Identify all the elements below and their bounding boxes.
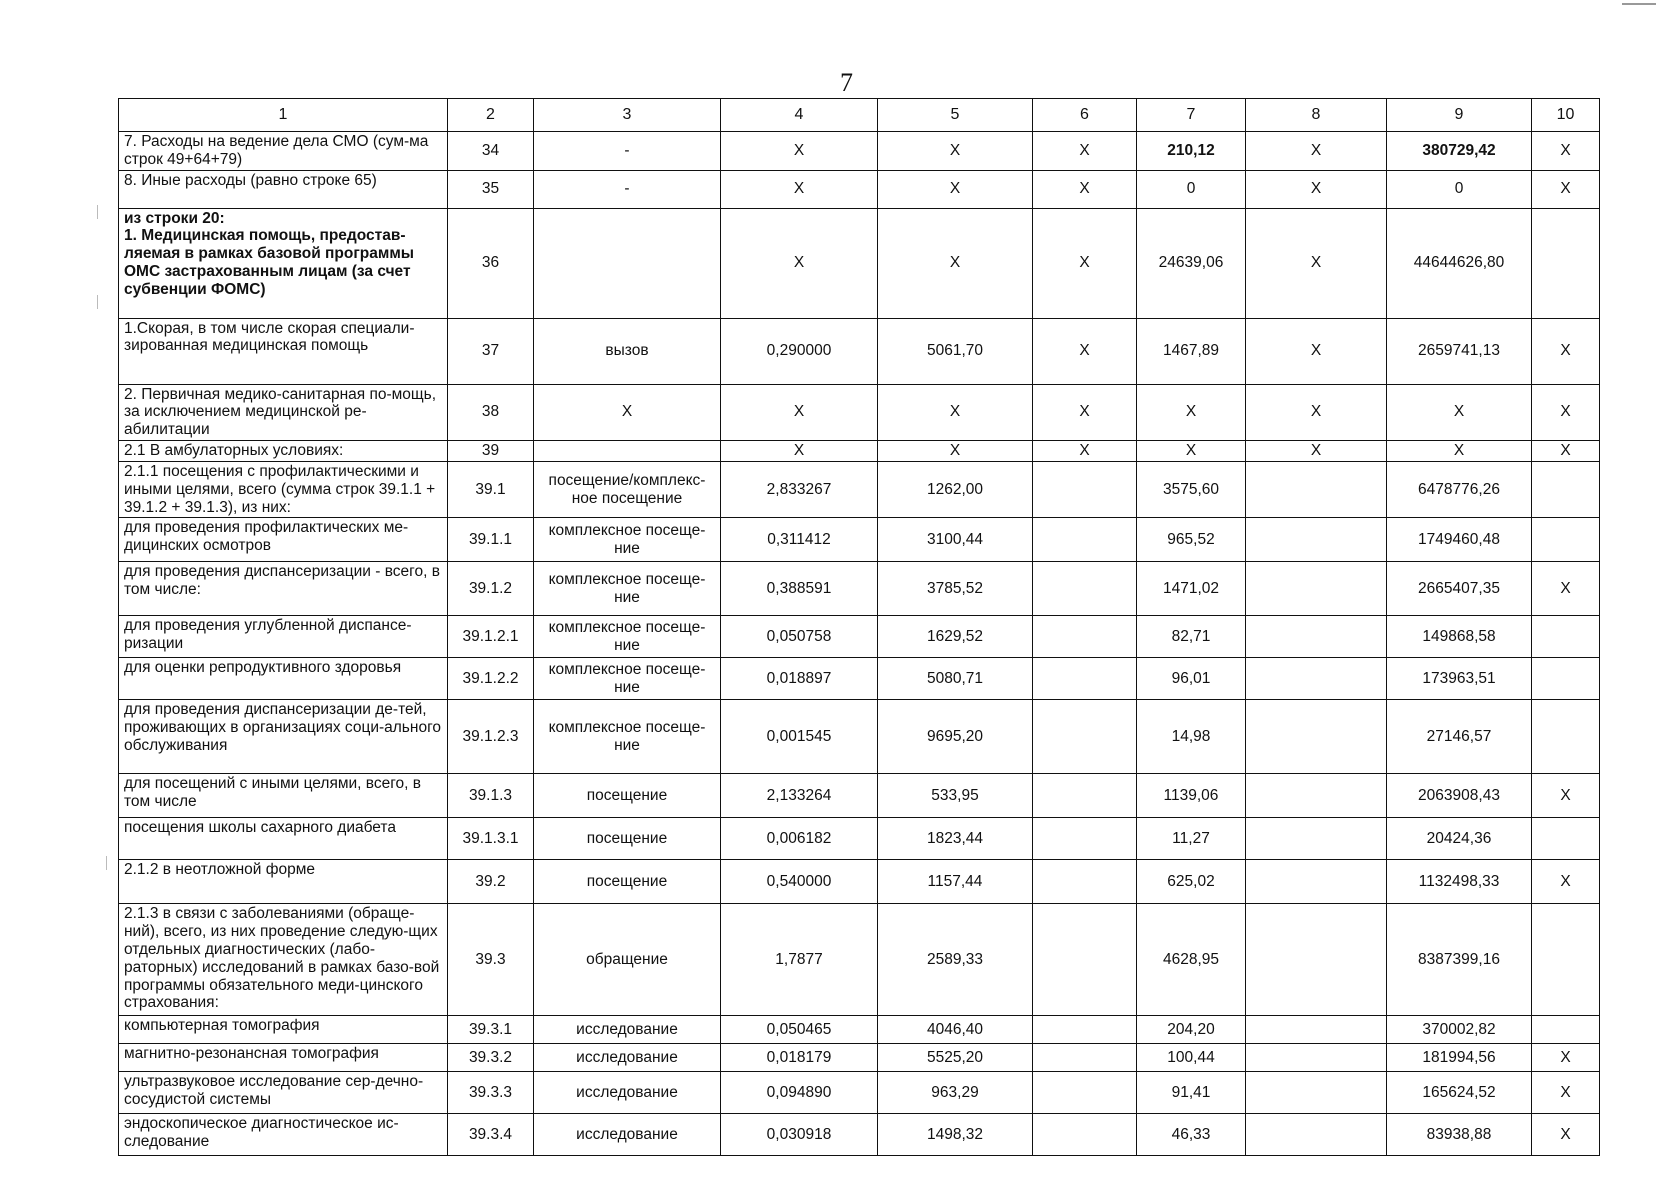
table-cell-col-5: 5525,20 [878, 1044, 1033, 1072]
table-cell-col-8 [1246, 774, 1387, 818]
table-cell-col-10 [1532, 616, 1600, 658]
table-cell-col-5: 963,29 [878, 1072, 1033, 1114]
table-cell-col-7: 3575,60 [1137, 461, 1246, 517]
table-cell-col-8 [1246, 700, 1387, 774]
table-cell-col-3: обращение [534, 904, 721, 1016]
table-cell-col-4: 0,018897 [721, 658, 878, 700]
table-cell-col-8 [1246, 1072, 1387, 1114]
table-cell-col-10 [1532, 1016, 1600, 1044]
table-cell-col-5: 4046,40 [878, 1016, 1033, 1044]
table-row [119, 1044, 1600, 1072]
table-cell-col-1: для проведения диспансеризации - всего, в том числе: [119, 562, 448, 616]
table-cell-col-7: 46,33 [1137, 1114, 1246, 1156]
table-cell-col-7: 91,41 [1137, 1072, 1246, 1114]
table-row [119, 904, 1600, 1016]
table-cell-col-9: 8387399,16 [1387, 904, 1532, 1016]
table-cell-col-1: 7. Расходы на ведение дела СМО (сум-ма строк 49+64+79) [119, 132, 448, 171]
table-cell-col-7: 82,71 [1137, 616, 1246, 658]
table-cell-col-6 [1033, 616, 1137, 658]
table-body [119, 99, 1600, 1156]
table-cell-col-10 [1532, 658, 1600, 700]
table-cell-col-8 [1246, 461, 1387, 517]
table-cell-col-7: 1467,89 [1137, 318, 1246, 384]
table-cell-col-10: X [1532, 132, 1600, 171]
column-header-3: 3 [534, 99, 721, 132]
table-cell-col-4: 0,018179 [721, 1044, 878, 1072]
table-cell-col-7: X [1137, 441, 1246, 462]
table-cell-col-9: 0 [1387, 170, 1532, 208]
table-cell-col-1: посещения школы сахарного диабета [119, 818, 448, 860]
margin-scan-tick [97, 295, 98, 309]
column-header-8: 8 [1246, 99, 1387, 132]
table-cell-col-9: 2063908,43 [1387, 774, 1532, 818]
table-row [119, 616, 1600, 658]
table-cell-col-8: X [1246, 208, 1387, 318]
table-row [119, 461, 1600, 517]
page-number: 7 [840, 68, 853, 97]
table-cell-col-6 [1033, 1044, 1137, 1072]
table-cell-col-5: 9695,20 [878, 700, 1033, 774]
table-cell-col-4: 2,833267 [721, 461, 878, 517]
table-cell-col-6: X [1033, 132, 1137, 171]
table-cell-col-1: магнитно-резонансная томография [119, 1044, 448, 1072]
table-cell-col-7: 4628,95 [1137, 904, 1246, 1016]
table-cell-col-10: X [1532, 1114, 1600, 1156]
table-cell-col-10: X [1532, 562, 1600, 616]
table-cell-col-9: 20424,36 [1387, 818, 1532, 860]
table-cell-col-2: 38 [448, 384, 534, 440]
cost-table [118, 98, 1600, 1156]
table-cell-col-1: эндоскопическое диагностическое ис-следование [119, 1114, 448, 1156]
table-cell-col-8 [1246, 518, 1387, 562]
column-header-10: 10 [1532, 99, 1600, 132]
table-cell-col-10 [1532, 208, 1600, 318]
table-cell-col-7: 24639,06 [1137, 208, 1246, 318]
table-cell-col-6 [1033, 518, 1137, 562]
table-cell-col-5: 3785,52 [878, 562, 1033, 616]
table-cell-col-10: X [1532, 441, 1600, 462]
table-cell-col-8 [1246, 818, 1387, 860]
table-cell-col-3: - [534, 170, 721, 208]
table-cell-col-10 [1532, 818, 1600, 860]
table-cell-col-7: 965,52 [1137, 518, 1246, 562]
table-cell-col-4: 0,001545 [721, 700, 878, 774]
table-cell-col-4: 0,050758 [721, 616, 878, 658]
table-cell-col-2: 39.1.2 [448, 562, 534, 616]
table-cell-col-10: X [1532, 384, 1600, 440]
table-cell-col-1: для проведения диспансеризации де-тей, проживающих в организациях соци-ального обслуживания [119, 700, 448, 774]
table-cell-col-9: 1749460,48 [1387, 518, 1532, 562]
table-cell-col-2: 39.1.2.1 [448, 616, 534, 658]
table-cell-col-8 [1246, 1114, 1387, 1156]
table-cell-col-8: X [1246, 384, 1387, 440]
margin-scan-tick [97, 205, 98, 219]
table-cell-col-6 [1033, 818, 1137, 860]
table-row [119, 208, 1600, 318]
table-cell-col-1: 2.1.2 в неотложной форме [119, 860, 448, 904]
table-cell-col-7: 14,98 [1137, 700, 1246, 774]
table-cell-col-2: 39.3 [448, 904, 534, 1016]
table-cell-col-8 [1246, 1016, 1387, 1044]
table-cell-col-3: вызов [534, 318, 721, 384]
table-row [119, 1016, 1600, 1044]
table-cell-col-6 [1033, 1114, 1137, 1156]
table-row [119, 860, 1600, 904]
table-cell-col-7: 1471,02 [1137, 562, 1246, 616]
table-cell-col-5: 1823,44 [878, 818, 1033, 860]
table-cell-col-7: 210,12 [1137, 132, 1246, 171]
column-header-5: 5 [878, 99, 1033, 132]
table-cell-col-7: 204,20 [1137, 1016, 1246, 1044]
table-cell-col-8 [1246, 1044, 1387, 1072]
table-cell-col-3: комплексное посеще-ние [534, 658, 721, 700]
table-cell-col-4: 0,540000 [721, 860, 878, 904]
table-cell-col-2: 39.3.2 [448, 1044, 534, 1072]
table-row [119, 132, 1600, 171]
table-cell-col-6: X [1033, 384, 1137, 440]
table-cell-col-7: 0 [1137, 170, 1246, 208]
table-cell-col-5: 5080,71 [878, 658, 1033, 700]
table-cell-col-6 [1033, 774, 1137, 818]
table-cell-col-9: X [1387, 384, 1532, 440]
table-cell-col-6 [1033, 860, 1137, 904]
table-cell-col-2: 36 [448, 208, 534, 318]
table-row [119, 1072, 1600, 1114]
table-cell-col-1: из строки 20: 1. Медицинская помощь, предостав-ляемая в рамках базовой программы ОМС застрахованным лицам (за счет субвенции ФОМС) [119, 208, 448, 318]
table-cell-col-9: 6478776,26 [1387, 461, 1532, 517]
table-cell-col-9: 27146,57 [1387, 700, 1532, 774]
table-cell-col-3: посещение [534, 774, 721, 818]
table-cell-col-8 [1246, 658, 1387, 700]
column-header-1: 1 [119, 99, 448, 132]
table-cell-col-5: 3100,44 [878, 518, 1033, 562]
table-cell-col-2: 39.3.3 [448, 1072, 534, 1114]
table-cell-col-4: X [721, 132, 878, 171]
table-cell-col-5: 1157,44 [878, 860, 1033, 904]
table-cell-col-6: X [1033, 318, 1137, 384]
table-cell-col-10 [1532, 461, 1600, 517]
table-cell-col-3: комплексное посеще-ние [534, 616, 721, 658]
table-cell-col-9: 83938,88 [1387, 1114, 1532, 1156]
table-cell-col-1: 1.Скорая, в том числе скорая специали-зированная медицинская помощь [119, 318, 448, 384]
table-cell-col-3: комплексное посеще-ние [534, 518, 721, 562]
table-cell-col-7: 96,01 [1137, 658, 1246, 700]
table-cell-col-3: - [534, 132, 721, 171]
table-cell-col-9: 44644626,80 [1387, 208, 1532, 318]
column-header-7: 7 [1137, 99, 1246, 132]
table-cell-col-2: 39.3.1 [448, 1016, 534, 1044]
table-cell-col-5: X [878, 170, 1033, 208]
table-cell-col-4: X [721, 441, 878, 462]
table-cell-col-2: 39.1 [448, 461, 534, 517]
table-cell-col-7: 100,44 [1137, 1044, 1246, 1072]
table-cell-col-4: 0,290000 [721, 318, 878, 384]
margin-scan-tick [106, 856, 107, 870]
table-cell-col-4: 0,030918 [721, 1114, 878, 1156]
table-cell-col-5: 1498,32 [878, 1114, 1033, 1156]
table-cell-col-5: 1262,00 [878, 461, 1033, 517]
column-header-4: 4 [721, 99, 878, 132]
table-row [119, 774, 1600, 818]
table-cell-col-3: комплексное посеще-ние [534, 700, 721, 774]
table-cell-col-3: исследование [534, 1114, 721, 1156]
table-row [119, 318, 1600, 384]
table-cell-col-1: для проведения углубленной диспансе-ризации [119, 616, 448, 658]
table-cell-col-9: 173963,51 [1387, 658, 1532, 700]
table-cell-col-4: X [721, 170, 878, 208]
table-cell-col-10: X [1532, 318, 1600, 384]
table-cell-col-4: 1,7877 [721, 904, 878, 1016]
table-cell-col-10: X [1532, 774, 1600, 818]
table-cell-col-4: 0,094890 [721, 1072, 878, 1114]
table-cell-col-10 [1532, 518, 1600, 562]
table-cell-col-1: 2.1.3 в связи с заболеваниями (обраще-ний), всего, из них проведение следую-щих отдельных диагностических (лабо-раторных) исследований в рамках базо-вой программы обязательного меди-цинского страхования: [119, 904, 448, 1016]
table-cell-col-8: X [1246, 170, 1387, 208]
table-cell-col-2: 39.1.3.1 [448, 818, 534, 860]
table-row [119, 518, 1600, 562]
table-row [119, 170, 1600, 208]
table-cell-col-6: X [1033, 170, 1137, 208]
table-cell-col-4: 0,388591 [721, 562, 878, 616]
table-cell-col-2: 39.2 [448, 860, 534, 904]
table-cell-col-3: посещение/комплекс-ное посещение [534, 461, 721, 517]
table-cell-col-8 [1246, 562, 1387, 616]
table-cell-col-6: X [1033, 441, 1137, 462]
table-cell-col-9: 370002,82 [1387, 1016, 1532, 1044]
table-cell-col-10: X [1532, 860, 1600, 904]
table-cell-col-4: 0,006182 [721, 818, 878, 860]
table-cell-col-4: X [721, 208, 878, 318]
table-cell-col-3: X [534, 384, 721, 440]
table-cell-col-3: посещение [534, 860, 721, 904]
table-cell-col-2: 35 [448, 170, 534, 208]
table-cell-col-2: 39.1.2.2 [448, 658, 534, 700]
table-cell-col-10: X [1532, 1072, 1600, 1114]
table-cell-col-4: X [721, 384, 878, 440]
table-cell-col-1: ультразвуковое исследование сер-дечно-сосудистой системы [119, 1072, 448, 1114]
table-cell-col-3 [534, 208, 721, 318]
table-cell-col-1: для оценки репродуктивного здоровья [119, 658, 448, 700]
table-cell-col-6 [1033, 1016, 1137, 1044]
table-cell-col-8: X [1246, 132, 1387, 171]
table-cell-col-7: 625,02 [1137, 860, 1246, 904]
table-cell-col-6 [1033, 700, 1137, 774]
table-cell-col-9: 1132498,33 [1387, 860, 1532, 904]
table-cell-col-5: X [878, 441, 1033, 462]
table-cell-col-1: 2.1.1 посещения с профилактическими и иными целями, всего (сумма строк 39.1.1 + 39.1.2 + 39.1.3), из них: [119, 461, 448, 517]
table-cell-col-2: 37 [448, 318, 534, 384]
corner-scan-mark [1622, 3, 1656, 5]
table-cell-col-7: 1139,06 [1137, 774, 1246, 818]
column-header-9: 9 [1387, 99, 1532, 132]
table-row [119, 562, 1600, 616]
table-cell-col-4: 0,050465 [721, 1016, 878, 1044]
table-cell-col-10: X [1532, 170, 1600, 208]
table-cell-col-9: 2665407,35 [1387, 562, 1532, 616]
header-row [119, 99, 1600, 132]
table-cell-col-3: исследование [534, 1016, 721, 1044]
table-cell-col-9: 165624,52 [1387, 1072, 1532, 1114]
table-cell-col-8: X [1246, 441, 1387, 462]
table-cell-col-1: 8. Иные расходы (равно строке 65) [119, 170, 448, 208]
table-cell-col-1: для посещений с иными целями, всего, в том числе [119, 774, 448, 818]
table-row [119, 658, 1600, 700]
table-cell-col-5: 5061,70 [878, 318, 1033, 384]
table-cell-col-1: компьютерная томография [119, 1016, 448, 1044]
table-row [119, 1114, 1600, 1156]
table-cell-col-9: 380729,42 [1387, 132, 1532, 171]
table-cell-col-2: 39.1.2.3 [448, 700, 534, 774]
table-cell-col-5: X [878, 208, 1033, 318]
table-row [119, 700, 1600, 774]
column-header-2: 2 [448, 99, 534, 132]
table-cell-col-2: 39.3.4 [448, 1114, 534, 1156]
column-header-6: 6 [1033, 99, 1137, 132]
table-cell-col-2: 39.1.3 [448, 774, 534, 818]
table-cell-col-5: X [878, 384, 1033, 440]
table-cell-col-9: 149868,58 [1387, 616, 1532, 658]
table-row [119, 818, 1600, 860]
table-cell-col-6 [1033, 658, 1137, 700]
table-cell-col-1: для проведения профилактических ме-дицинских осмотров [119, 518, 448, 562]
table-cell-col-5: 2589,33 [878, 904, 1033, 1016]
table-cell-col-2: 39 [448, 441, 534, 462]
table-cell-col-10: X [1532, 1044, 1600, 1072]
table-cell-col-2: 39.1.1 [448, 518, 534, 562]
table-cell-col-6: X [1033, 208, 1137, 318]
table-cell-col-3: посещение [534, 818, 721, 860]
table-cell-col-6 [1033, 461, 1137, 517]
table-cell-col-8 [1246, 904, 1387, 1016]
table-cell-col-8 [1246, 860, 1387, 904]
table-cell-col-4: 0,311412 [721, 518, 878, 562]
table-cell-col-6 [1033, 1072, 1137, 1114]
table-cell-col-10 [1532, 700, 1600, 774]
table-cell-col-3: исследование [534, 1072, 721, 1114]
table-cell-col-4: 2,133264 [721, 774, 878, 818]
table-cell-col-1: 2. Первичная медико-санитарная по-мощь, за исключением медицинской ре-абилитации [119, 384, 448, 440]
table-cell-col-5: X [878, 132, 1033, 171]
table-cell-col-3: комплексное посеще-ние [534, 562, 721, 616]
table-cell-col-1: 2.1 В амбулаторных условиях: [119, 441, 448, 462]
table-cell-col-9: 2659741,13 [1387, 318, 1532, 384]
table-cell-col-5: 533,95 [878, 774, 1033, 818]
table-cell-col-7: X [1137, 384, 1246, 440]
table-cell-col-8: X [1246, 318, 1387, 384]
table-cell-col-9: 181994,56 [1387, 1044, 1532, 1072]
table-cell-col-9: X [1387, 441, 1532, 462]
table-cell-col-7: 11,27 [1137, 818, 1246, 860]
table-cell-col-10 [1532, 904, 1600, 1016]
table-cell-col-6 [1033, 904, 1137, 1016]
table-row [119, 384, 1600, 440]
table-cell-col-2: 34 [448, 132, 534, 171]
table-cell-col-6 [1033, 562, 1137, 616]
table-row [119, 441, 1600, 462]
table-cell-col-3: исследование [534, 1044, 721, 1072]
table-cell-col-5: 1629,52 [878, 616, 1033, 658]
table-cell-col-3 [534, 441, 721, 462]
table-cell-col-8 [1246, 616, 1387, 658]
